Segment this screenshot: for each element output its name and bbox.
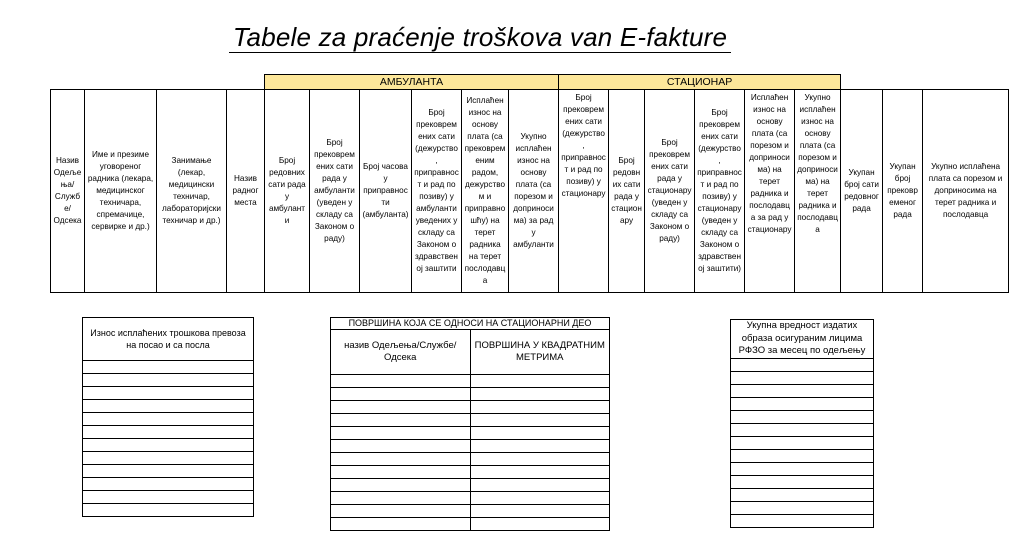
table-cell[interactable] xyxy=(331,518,471,531)
table-cell[interactable] xyxy=(331,427,471,440)
page-title-text: Tabele za praćenje troškova van E-fakture xyxy=(229,22,731,53)
table-cell[interactable] xyxy=(470,466,610,479)
table-cell[interactable] xyxy=(331,414,471,427)
table-cell[interactable] xyxy=(470,518,610,531)
table-cell[interactable] xyxy=(331,401,471,414)
column-header: Број прековремених сати рада у стационару (уведен у складу са Законом о раду) xyxy=(645,90,695,293)
table-cell[interactable] xyxy=(470,401,610,414)
column-header: Број редовних сати рада у амбуланти xyxy=(265,90,310,293)
table-row[interactable] xyxy=(83,504,254,517)
column-header: Број прековремених сати (дежурство, приправност и рад по позиву) у стационару xyxy=(559,90,609,293)
table-row[interactable] xyxy=(83,361,254,374)
column-header: Број редовних сати рада у стационару xyxy=(609,90,645,293)
table-row[interactable] xyxy=(731,424,874,437)
table-cell[interactable] xyxy=(470,492,610,505)
table-row[interactable] xyxy=(731,502,874,515)
table-row[interactable] xyxy=(731,450,874,463)
table-row[interactable] xyxy=(83,465,254,478)
column-header: Исплаћен износ на основу плата (са порезом и доприносима) на терет радника и послодавца за рад у стационару xyxy=(745,90,795,293)
table-row[interactable] xyxy=(83,439,254,452)
expense-tracking-table xyxy=(50,74,1009,293)
area-sqm-header: ПОВРШИНА У КВАДРАТНИМ МЕТРИМА xyxy=(470,330,610,375)
table-row[interactable] xyxy=(731,463,874,476)
column-header: Укупан број сати редовног рада xyxy=(841,90,883,293)
page-title xyxy=(0,22,960,53)
table-row[interactable] xyxy=(83,426,254,439)
column-header: Назив радног места xyxy=(227,90,265,293)
area-table-caption: ПОВРШИНА КОЈА СЕ ОДНОСИ НА СТАЦИОНАРНИ ДЕО xyxy=(331,318,610,330)
table-cell[interactable] xyxy=(470,440,610,453)
column-header: Број прековремених сати (дежурство, приправност и рад по позиву) у стационару (уведен у складу са Законом о здравственој заштити) xyxy=(695,90,745,293)
table-row[interactable] xyxy=(731,359,874,372)
table-cell[interactable] xyxy=(331,453,471,466)
transport-cost-table xyxy=(82,317,254,517)
table-cell[interactable] xyxy=(331,479,471,492)
column-header: Назив Одељења/Службе/Одсека xyxy=(51,90,85,293)
table-row[interactable] xyxy=(731,385,874,398)
table-cell[interactable] xyxy=(331,388,471,401)
table-cell[interactable] xyxy=(331,440,471,453)
table-cell[interactable] xyxy=(470,375,610,388)
table-cell[interactable] xyxy=(470,453,610,466)
table-cell[interactable] xyxy=(331,375,471,388)
column-header: Укупно исплаћен износ на основу плата (са порезом и доприносима) на терет радника и послодавца xyxy=(795,90,841,293)
table-row[interactable] xyxy=(731,411,874,424)
table-row[interactable] xyxy=(731,515,874,528)
department-name-header: назив Одељења/Службе/Одсека xyxy=(331,330,471,375)
inpatient-area-table xyxy=(330,317,610,531)
insured-forms-header: Укупна вредност издатих образа осигураним лицима РФЗО за месец по одељењу xyxy=(731,320,874,359)
column-header: Укупно исплаћен износ на основу плата (са порезом и доприносима) за рад у амбуланти xyxy=(509,90,559,293)
table-row[interactable] xyxy=(83,491,254,504)
table-cell[interactable] xyxy=(470,505,610,518)
table-row[interactable] xyxy=(731,437,874,450)
table-row[interactable] xyxy=(83,478,254,491)
group-header-stacionar: СТАЦИОНАР xyxy=(559,75,841,90)
table-cell[interactable] xyxy=(331,492,471,505)
column-header: Број часова у приправности (амбуланта) xyxy=(360,90,412,293)
table-cell[interactable] xyxy=(470,388,610,401)
table-row[interactable] xyxy=(83,413,254,426)
column-header: Број прековремених сати рада у амбуланти (уведен у складу са Законом о раду) xyxy=(310,90,360,293)
table-row[interactable] xyxy=(83,452,254,465)
column-header: Укупан број прековременог рада xyxy=(883,90,923,293)
transport-cost-header: Износ исплаћених трошкова превоза на посао и са посла xyxy=(83,318,254,361)
column-header: Име и презиме уговореног радника (лекара, медицинског техничара, спремачице, сервирке и др.) xyxy=(85,90,157,293)
column-header: Укупно исплаћена плата са порезом и доприносима на терет радника и послодавца xyxy=(923,90,1009,293)
table-cell[interactable] xyxy=(331,466,471,479)
table-row[interactable] xyxy=(83,400,254,413)
insured-forms-table xyxy=(730,319,874,528)
table-cell[interactable] xyxy=(331,505,471,518)
column-header: Занимање (лекар, медицински техничар, лабораторијски техничар и др.) xyxy=(157,90,227,293)
table-row[interactable] xyxy=(83,374,254,387)
column-header: Број прековремених сати (дежурство, приправност и рад по позиву) у амбуланти уведених у складу са Законом о здравственој заштити xyxy=(412,90,462,293)
table-cell[interactable] xyxy=(470,414,610,427)
table-cell[interactable] xyxy=(470,479,610,492)
table-row[interactable] xyxy=(731,398,874,411)
table-row[interactable] xyxy=(731,372,874,385)
table-row[interactable] xyxy=(83,387,254,400)
table-row[interactable] xyxy=(731,489,874,502)
group-header-ambulanta: АМБУЛАНТА xyxy=(265,75,559,90)
table-cell[interactable] xyxy=(470,427,610,440)
table-row[interactable] xyxy=(731,476,874,489)
column-header: Исплаћен износ на основу плата (са прековременим радом, дежурством и приправношћу) на терет радника на терет послодавца xyxy=(462,90,509,293)
